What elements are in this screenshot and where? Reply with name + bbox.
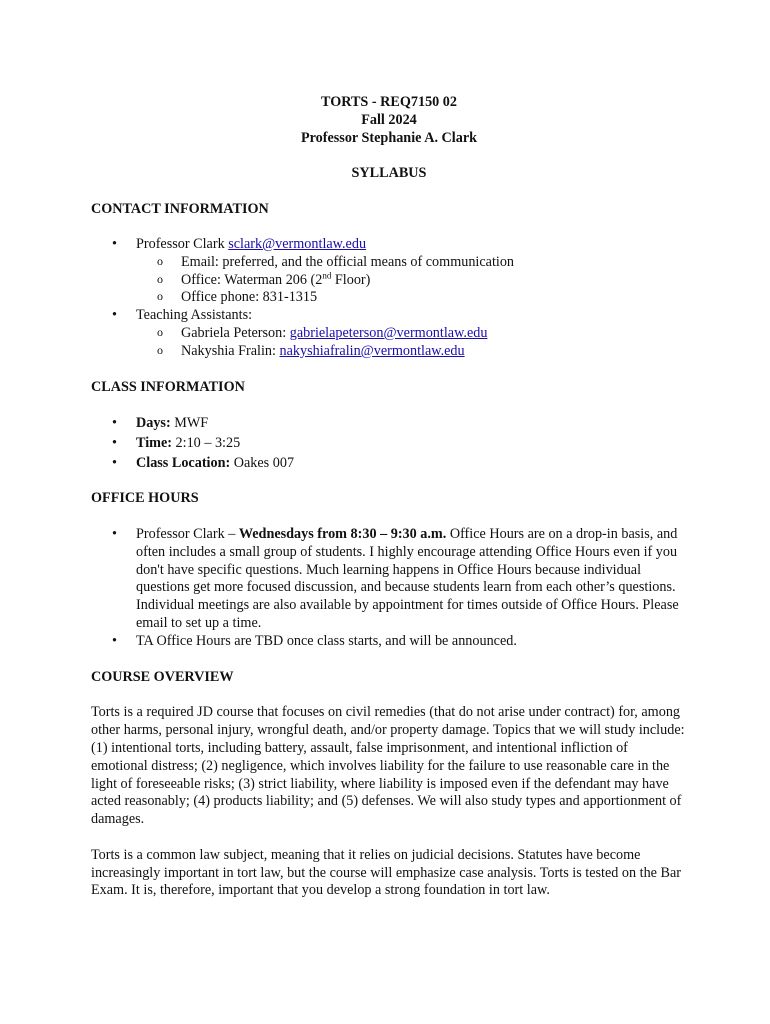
oh-prof-prefix: Professor Clark – [136,525,239,542]
oh-prof-text: Office Hours are on a drop-in basis, and often includes a small group of students. I highly encourage attending Office Hours even if you don't have specific questions. Much learning happens in Office Hours because individual questions get more focused discussion, and because students learn from each other’s questions. Individual meetings are also available by appointment for times outside of Office Hours. Please email to set up a time. [136,525,679,631]
office-hours-heading: OFFICE HOURS [91,490,199,507]
location-value: Oakes 007 [230,454,295,471]
location-label: Class Location: [136,454,231,471]
prof-email-link[interactable]: sclark@vermontlaw.edu [228,235,367,252]
list-item: o Email: preferred, and the official means of communication [91,254,687,272]
office-sup: nd [322,269,332,280]
ta-sublist [136,325,687,361]
office-hours-list [91,526,687,651]
list-item [91,434,687,454]
course-title: TORTS - REQ7150 02 [320,94,457,110]
class-info-list [91,414,687,473]
office-prefix: Office: Waterman 206 (2 [181,271,323,288]
ta2-name: Nakyshia Fralin: [181,342,280,359]
overview-paragraph-1: Torts is a required JD course that focuses on civil remedies (that do not arise under contract) for, among other harms, personal injury, wrongful death, and/or property damage. Topics that we will study include: (1) intentional torts, including battery, assault, false imprisonment, and intentional infliction of emotional distress; (2) negligence, which involves liability for the failure to use reasonable care in the light of foreseeable risks; (3) strict liability, where liability is imposed even if the defendant may have acted reasonably; (4) products liability; and (5) defenses. We will also study types and apportionment of damages. [91,704,685,828]
list-item [91,526,687,633]
list-item [91,236,687,307]
office-suffix: Floor) [331,271,371,288]
syllabus-content [91,94,687,900]
days-value: MWF [170,415,209,432]
list-item [91,454,687,474]
ta1-email-link[interactable]: gabrielapeterson@vermontlaw.edu [289,324,488,341]
overview-paragraph-2: Torts is a common law subject, meaning that it relies on judicial decisions. Statutes have become increasingly important in tort law, but the course will emphasize case analysis. Torts is tested on the Bar Exam. It is, therefore, important that you develop a strong foundation in tort law. [91,846,682,899]
list-item: • TA Office Hours are TBD once class starts, and will be announced. [91,633,687,651]
list-item [91,414,687,434]
list-item [91,307,687,360]
ta2-email-link[interactable]: nakyshiafralin@vermontlaw.edu [279,342,465,359]
course-professor: Professor Stephanie A. Clark [300,129,478,146]
course-term: Fall 2024 [361,111,417,128]
prof-contact-label: Professor Clark [136,235,229,252]
overview-heading: COURSE OVERVIEW [91,668,234,685]
class-info-heading: CLASS INFORMATION [91,378,245,395]
doc-title: SYLLABUS [351,165,427,182]
time-label: Time: [136,434,172,451]
oh-prof-time: Wednesdays from 8:30 – 9:30 a.m. [238,525,447,542]
ta-label: Teaching Assistants: [136,307,253,324]
contact-list [91,236,687,361]
time-value: 2:10 – 3:25 [172,434,241,451]
list-item [91,269,687,290]
list-item [91,325,687,343]
contact-heading: CONTACT INFORMATION [91,201,269,218]
list-item: o Office phone: 831-1315 [91,289,687,307]
prof-contact-sublist [136,254,687,307]
list-item [91,343,687,361]
days-label: Days: [136,415,171,432]
ta1-name: Gabriela Peterson: [181,324,290,341]
